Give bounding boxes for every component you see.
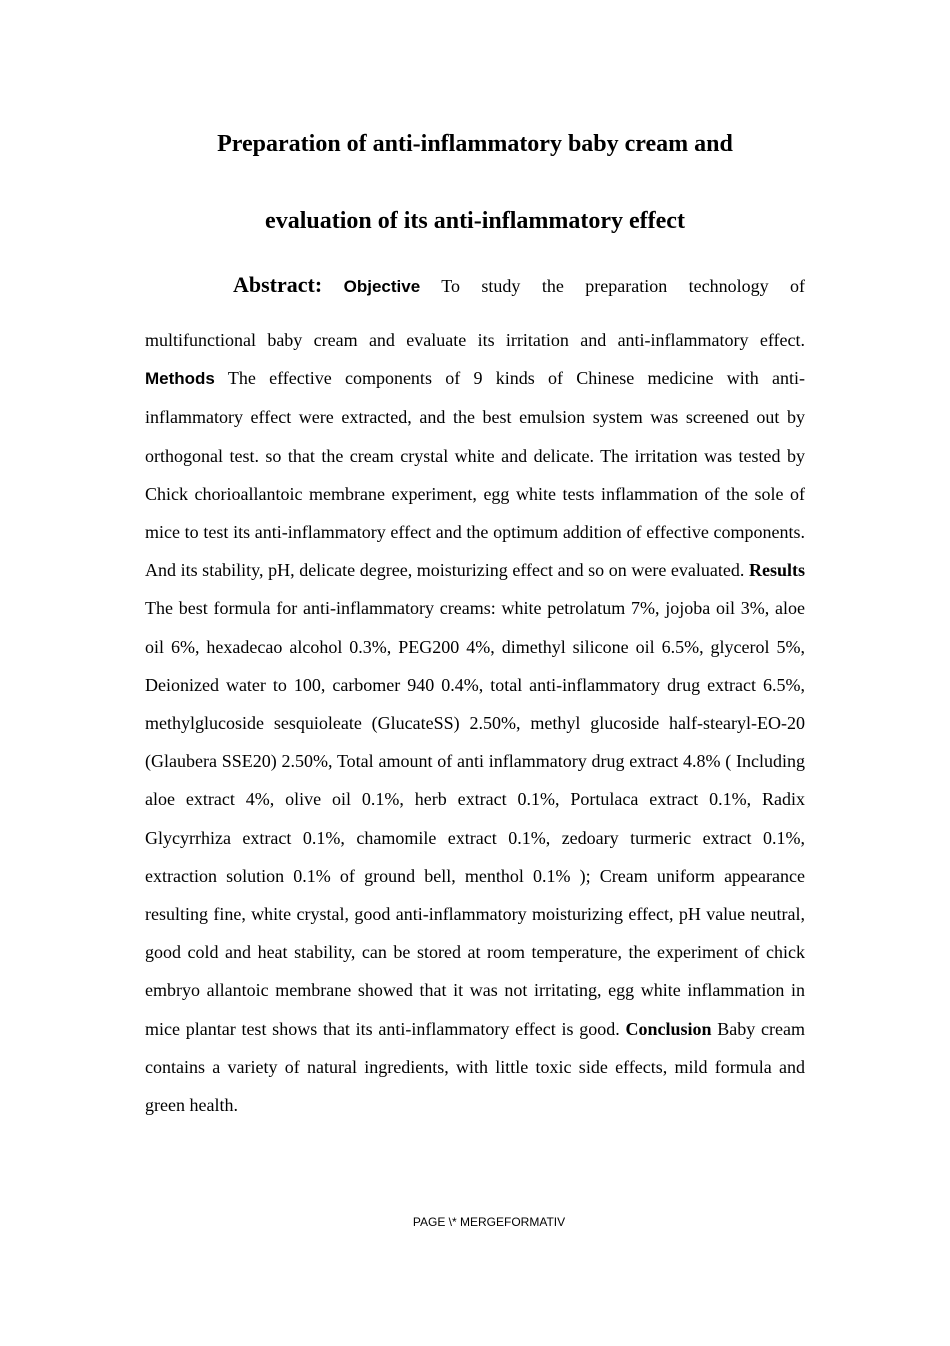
objective-label: Objective xyxy=(343,277,421,296)
conclusion-label: Conclusion xyxy=(625,1018,712,1039)
methods-text: The effective components of 9 kinds of Chinese medicine with anti-inflammatory effect were extracted, and the best emulsion system was screened out by orthogonal test. so that the cream crystal white and delicate. The irritation was tested by Chick chorioallantoic membrane experiment, egg white tests inflammation of the sole of mice to test its anti-inflammatory effect and the optimum addition of effective components. And its stability, pH, delicate degree, moisturizing effect and so on were evaluated. xyxy=(145,368,805,581)
methods-label: Methods xyxy=(145,369,215,389)
page-number-field: PAGE \* MERGEFORMATIV xyxy=(412,1215,566,1229)
objective-text-line-1: To study the preparation technology of xyxy=(441,276,805,296)
paper-title-line-1: Preparation of anti-inflammatory baby cream and xyxy=(217,131,733,157)
abstract-label: Abstract: xyxy=(233,272,323,297)
paper-title-line-2: evaluation of its anti-inflammatory effect xyxy=(265,208,685,234)
abstract-body xyxy=(145,321,805,1124)
conclusion-text: Baby cream contains a variety of natural ingredients, with little toxic side effects, mild formula and green health. xyxy=(145,1018,805,1116)
abstract-first-line xyxy=(233,270,805,302)
objective-text-rest: multifunctional baby cream and evaluate its irritation and anti-inflammatory effect. xyxy=(145,330,805,350)
results-text: The best formula for anti-inflammatory creams: white petrolatum 7%, jojoba oil 3%, aloe oil 6%, hexadecao alcohol 0.3%, PEG200 4%, dimethyl silicone oil 6.5%, glycerol 5%, Deionized water to 100, carbomer 940 0.4%, total anti-inflammatory drug extract 6.5%, methylglucoside sesquioleate (GlucateSS) 2.50%, methyl glucoside half-stearyl-EO-20 (Glaubera SSE20) 2.50%, Total amount of anti inflammatory drug extract 4.8% ( Including aloe extract 4%, olive oil 0.1%, herb extract 0.1%, Portulaca extract 0.1%, Radix Glycyrrhiza extract 0.1%, chamomile extract 0.1%, zedoary turmeric extract 0.1%, extraction solution 0.1% of ground bell, menthol 0.1% ); Cream uniform appearance resulting fine, white crystal, good anti-inflammatory moisturizing effect, pH value neutral, good cold and heat stability, can be stored at room temperature, the experiment of chick embryo allantoic membrane showed that it was not irritating, egg white inflammation in mice plantar test shows that its anti-inflammatory effect is good. xyxy=(145,598,805,1039)
results-label: Results xyxy=(748,560,805,581)
